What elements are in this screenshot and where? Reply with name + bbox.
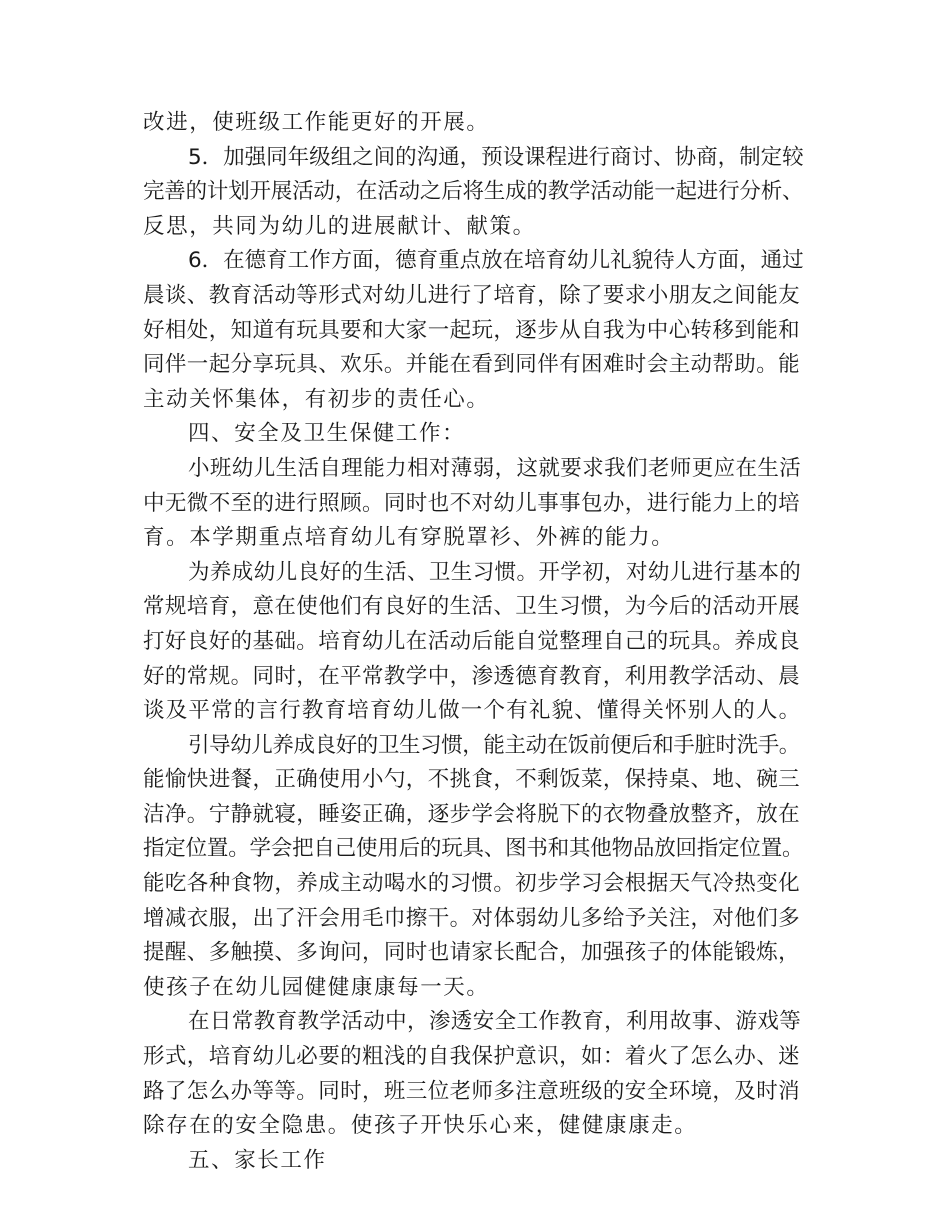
text-line: 使孩子在幼儿园健健康康每一天。	[143, 974, 490, 1000]
text-line: 能吃各种食物，养成主动喝水的习惯。初步学习会根据天气冷热变化	[143, 871, 801, 897]
text-line: 晨谈、教育活动等形式对幼儿进行了培育，除了要求小朋友之间能友	[143, 282, 801, 308]
text-line: 指定位置。学会把自己使用后的玩具、图书和其他物品放回指定位置。	[143, 836, 804, 862]
text-line: 除存在的安全隐患。使孩子开快乐心来，健健康康走。	[143, 1113, 698, 1139]
text-line: 打好良好的基础。培育幼儿在活动后能自觉整理自己的玩具。养成良	[143, 628, 801, 654]
text-line: 洁净。宁静就寝，睡姿正确，逐步学会将脱下的衣物叠放整齐，放在	[143, 801, 801, 827]
text-line: 路了怎么办等等。同时，班三位老师多注意班级的安全环境，及时消	[143, 1078, 801, 1104]
text-line: 增减衣服，出了汗会用毛巾擦干。对体弱幼儿多给予关注，对他们多	[143, 905, 801, 931]
text-line: 育。本学期重点培育幼儿有穿脱罩衫、外裤的能力。	[143, 525, 675, 551]
text-line: 同伴一起分享玩具、欢乐。并能在看到同伴有困难时会主动帮助。能	[143, 352, 801, 378]
text-line: 改进，使班级工作能更好的开展。	[143, 110, 490, 135]
text-line: 中无微不至的进行照顾。同时也不对幼儿事事包办，进行能力上的培	[143, 490, 801, 516]
text-line: 能愉快进餐，正确使用小勺，不挑食，不剩饭菜，保持桌、地、碗三	[143, 767, 801, 793]
text-line: 反思，共同为幼儿的进展献计、献策。	[143, 213, 536, 239]
text-line: 小班幼儿生活自理能力相对薄弱，这就要求我们老师更应在生活	[188, 455, 802, 481]
text-line: 形式，培育幼儿必要的粗浅的自我保护意识，如：着火了怎么办、迷	[143, 1044, 801, 1070]
text-line: 主动关怀集体，有初步的责任心。	[143, 386, 490, 412]
text-line: 常规培育，意在使他们有良好的生活、卫生习惯，为今后的活动开展	[143, 594, 801, 620]
text-line: 好的常规。同时，在平常教学中，渗透德育教育，利用教学活动、晨	[143, 663, 801, 689]
text-line: 在日常教育教学活动中，渗透安全工作教育，利用故事、游戏等	[188, 1009, 802, 1035]
text-line: 五、家长工作	[188, 1147, 327, 1173]
text-line: 完善的计划开展活动，在活动之后将生成的教学活动能一起进行分析、	[143, 179, 804, 205]
document-body	[143, 106, 803, 1178]
text-line: 6．在德育工作方面，德育重点放在培育幼儿礼貌待人方面，通过	[188, 248, 804, 274]
text-line: 谈及平常的言行教育培育幼儿做一个有礼貌、懂得关怀别人的人。	[143, 698, 802, 724]
text-line: 四、安全及卫生保健工作：	[188, 421, 466, 447]
text-line: 好相处，知道有玩具要和大家一起玩，逐步从自我为中心转移到能和	[143, 317, 801, 343]
text-line: 5．加强同年级组之间的沟通，预设课程进行商讨、协商，制定较	[188, 144, 804, 170]
text-line: 提醒、多触摸、多询问，同时也请家长配合，加强孩子的体能锻炼，	[143, 940, 801, 966]
text-line: 引导幼儿养成良好的卫生习惯，能主动在饭前便后和手脏时洗手。	[188, 732, 800, 758]
text-line: 为养成幼儿良好的生活、卫生习惯。开学初，对幼儿进行基本的	[188, 559, 802, 585]
